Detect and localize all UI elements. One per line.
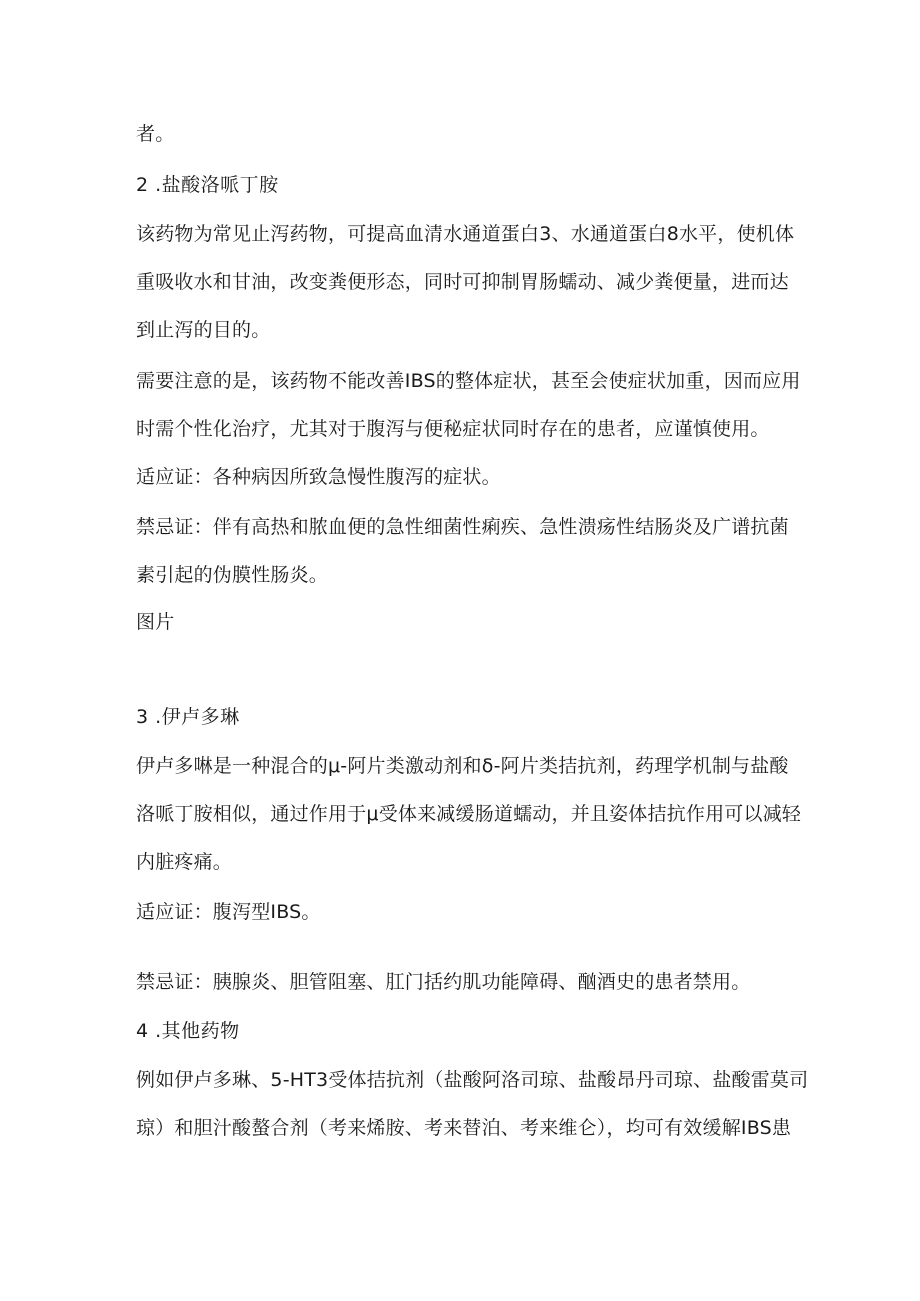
indication-line: 适应证：腹泻型IBS。 [136, 901, 321, 923]
paragraph-line: 琼）和胆汁酸螯合剂（考来烯胺、考来替泊、考来维仑），均可有效缓解IBS患 [136, 1117, 792, 1139]
paragraph-line: 洛哌丁胺相似，通过作用于μ受体来减缓肠道蠕动，并且姿体拮抗作用可以减轻 [136, 803, 802, 825]
paragraph-line: 该药物为常见止泻药物，可提高血清水通道蛋白3、水通道蛋白8水平，使机体 [136, 223, 795, 245]
contraindication-line: 禁忌证：胰腺炎、胆管阻塞、肛门括约肌功能障碍、酗酒史的患者禁用。 [136, 971, 751, 993]
image-placeholder-label: 图片 [136, 611, 175, 633]
paragraph-line: 素引起的伪膜性肠炎。 [136, 564, 329, 586]
section-heading-2: 2 .盐酸洛哌丁胺 [136, 174, 279, 196]
paragraph-line: 时需个性化治疗，尤其对于腹泻与便秘症状同时存在的患者，应谨慎使用。 [136, 418, 770, 440]
section-heading-3: 3 .伊卢多琳 [136, 706, 240, 728]
paragraph-line: 伊卢多啉是一种混合的μ-阿片类激动剂和δ-阿片类拮抗剂，药理学机制与盐酸 [136, 755, 789, 777]
paragraph-line: 例如伊卢多琳、5-HT3受体拮抗剂（盐酸阿洛司琼、盐酸昂丹司琼、盐酸雷莫司 [136, 1069, 809, 1091]
paragraph-line: 内脏疼痛。 [136, 851, 233, 873]
paragraph-line: 到止泻的目的。 [136, 319, 271, 341]
paragraph-line: 重吸收水和甘油，改变粪便形态，同时可抑制胃肠蠕动、减少粪便量，进而达 [136, 271, 789, 293]
contraindication-line: 禁忌证：伴有高热和脓血便的急性细菌性痢疾、急性溃疡性结肠炎及广谱抗菌 [136, 516, 789, 538]
indication-line: 适应证：各种病因所致急慢性腹泻的症状。 [136, 466, 501, 488]
section-heading-4: 4 .其他药物 [136, 1020, 240, 1042]
paragraph-end-line: 者。 [136, 123, 175, 145]
paragraph-line: 需要注意的是，该药物不能改善IBS的整体症状，甚至会使症状加重，因而应用 [136, 370, 801, 392]
